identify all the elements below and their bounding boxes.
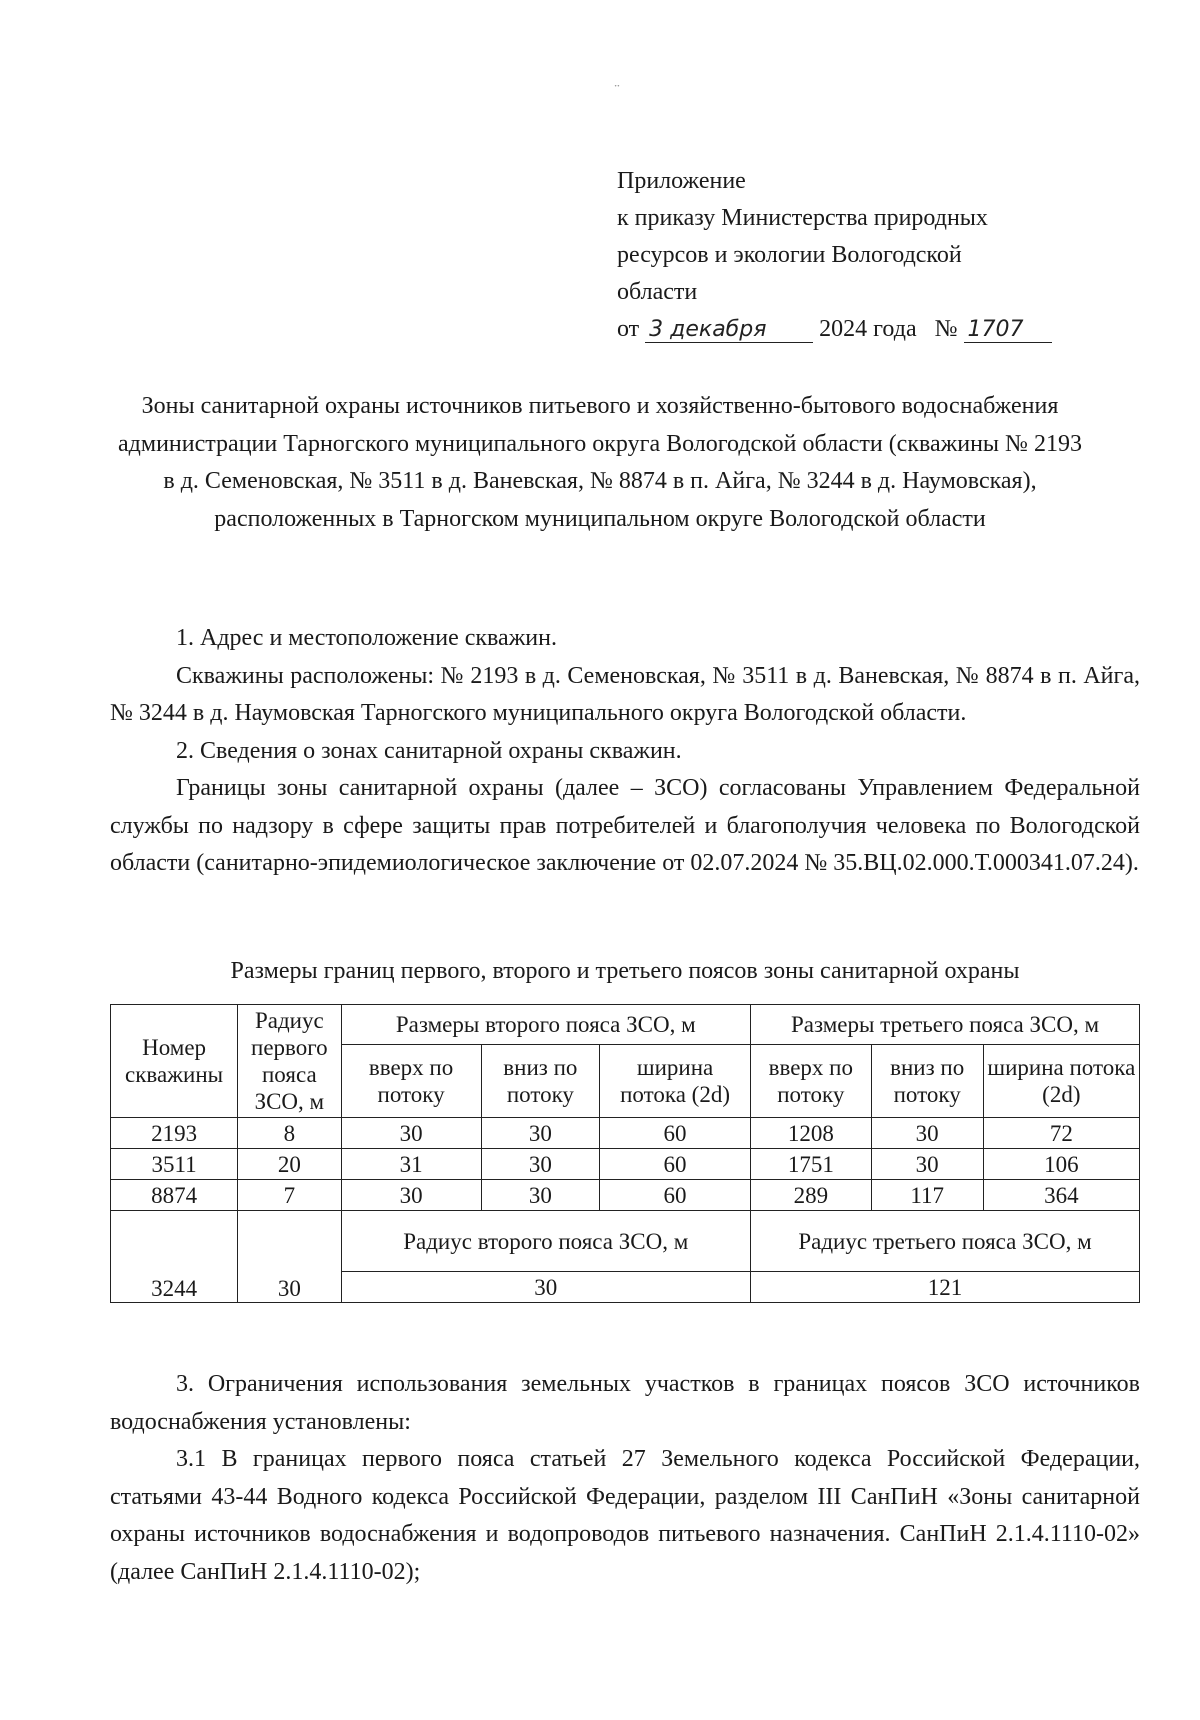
section1-text: Скважины расположены: № 2193 в д. Семеновская, № 3511 в д. Ваневская, № 8874 в п. Айга, № 3244 в д. Наумовская Тарногского муниципального округа Вологодской области. bbox=[110, 662, 1140, 726]
document-title: Зоны санитарной охраны источников питьевого и хозяйственно-бытового водоснабжения администрации Тарногского муниципального округа Вологодской области (скважины № 2193 в д. Семеновская, № 3511 в д. Ваневская, № 8874 в п. Айга, № 3244 в д. Наумовская), расположенных в Тарногском муниципальном округе Вологодской области bbox=[118, 393, 1082, 532]
header-zone2-up: вверх по потоку bbox=[341, 1044, 481, 1117]
table-cell: 30 bbox=[481, 1180, 600, 1211]
section2-text: Границы зоны санитарной охраны (далее – ЗСО) согласованы Управлением Федеральной службы по надзору в сфере защиты прав потребителей и благополучия человека по Вологодской области (санитарно-эпидемиологическое заключение от 02.07.2024 № 35.ВЦ.02.000.Т.000341.07.24). bbox=[110, 775, 1140, 876]
header-zone3-up: вверх по потоку bbox=[750, 1044, 871, 1117]
table-row bbox=[111, 1118, 1140, 1149]
table-cell: 364 bbox=[983, 1180, 1139, 1211]
appendix-line-2: к приказу Министерства природных bbox=[617, 205, 988, 231]
table-cell: 60 bbox=[600, 1180, 751, 1211]
section2-heading: 2. Сведения о зонах санитарной охраны скважин. bbox=[176, 737, 682, 764]
date-prefix: от bbox=[617, 316, 640, 342]
table-cell: 30 bbox=[871, 1149, 983, 1180]
cell-radius2-value: 30 bbox=[341, 1272, 750, 1303]
header-zone3: Размеры третьего пояса ЗСО, м bbox=[750, 1005, 1139, 1045]
cell-radius3-value: 121 bbox=[750, 1272, 1139, 1303]
section3-item31: 3.1 В границах первого пояса статьей 27 Земельного кодекса Российской Федерации, статьями 43-44 Водного кодекса Российской Федерации, разделом III СанПиН «Зоны санитарной охраны источников водоснабжения и водопроводов питьевого назначения. СанПиН 2.1.4.1110-02» (далее СанПиН 2.1.4.1110-02); bbox=[110, 1446, 1140, 1585]
table-cell: 289 bbox=[750, 1180, 871, 1211]
handwritten-date: 3 декабря bbox=[645, 318, 813, 343]
table-cell: 20 bbox=[238, 1149, 341, 1180]
header-zone3-down: вниз по потоку bbox=[871, 1044, 983, 1117]
table-row-3244-labels bbox=[111, 1211, 1140, 1272]
table-cell: 30 bbox=[341, 1180, 481, 1211]
header-well: Номер скважины bbox=[111, 1005, 238, 1118]
table-cell: 3511 bbox=[111, 1149, 238, 1180]
header-zone2-down: вниз по потоку bbox=[481, 1044, 600, 1117]
sections-1-2 bbox=[110, 620, 1140, 883]
table-cell: 72 bbox=[983, 1118, 1139, 1149]
appendix-line-3: ресурсов и экологии Вологодской bbox=[617, 242, 962, 268]
table-cell: 8 bbox=[238, 1118, 341, 1149]
number-sign: № bbox=[934, 316, 958, 342]
table-cell: 60 bbox=[600, 1149, 751, 1180]
section3-text: 3. Ограничения использования земельных участков в границах поясов ЗСО источников водоснабжения установлены: bbox=[110, 1371, 1140, 1435]
table-cell: 8874 bbox=[111, 1180, 238, 1211]
year-text: 2024 года bbox=[819, 316, 917, 342]
zso-table bbox=[110, 1004, 1140, 1303]
table-caption: Размеры границ первого, второго и третьего поясов зоны санитарной охраны bbox=[230, 958, 1020, 984]
cell-radius2-label: Радиус второго пояса ЗСО, м bbox=[341, 1211, 750, 1272]
table-cell: 31 bbox=[341, 1149, 481, 1180]
section1-heading: 1. Адрес и местоположение скважин. bbox=[176, 625, 557, 651]
table-cell: 30 bbox=[481, 1149, 600, 1180]
table-cell: 7 bbox=[238, 1180, 341, 1211]
cell-well-3244: 3244 bbox=[111, 1211, 238, 1303]
cell-radius3-label: Радиус третьего пояса ЗСО, м bbox=[750, 1211, 1139, 1272]
header-zone2: Размеры второго пояса ЗСО, м bbox=[341, 1005, 750, 1045]
header-zone3-width: ширина потока (2d) bbox=[983, 1044, 1139, 1117]
table-cell: 30 bbox=[481, 1118, 600, 1149]
table-cell: 1751 bbox=[750, 1149, 871, 1180]
cell-radius1-3244: 30 bbox=[238, 1211, 341, 1303]
header-zone2-width: ширина потока (2d) bbox=[600, 1044, 751, 1117]
section-3 bbox=[110, 1366, 1140, 1591]
table-cell: 2193 bbox=[111, 1118, 238, 1149]
appendix-date-line bbox=[617, 311, 1052, 348]
handwritten-number: 1707 bbox=[964, 318, 1052, 343]
table-cell: 30 bbox=[871, 1118, 983, 1149]
appendix-block bbox=[617, 163, 1052, 348]
table-row bbox=[111, 1149, 1140, 1180]
table-cell: 30 bbox=[341, 1118, 481, 1149]
header-radius1: Радиус первого пояса ЗСО, м bbox=[238, 1005, 341, 1118]
table-cell: 1208 bbox=[750, 1118, 871, 1149]
table-row bbox=[111, 1180, 1140, 1211]
appendix-line-4: области bbox=[617, 279, 698, 305]
table-cell: 117 bbox=[871, 1180, 983, 1211]
table-cell: 60 bbox=[600, 1118, 751, 1149]
table-cell: 106 bbox=[983, 1149, 1139, 1180]
appendix-line-1: Приложение bbox=[617, 168, 746, 194]
